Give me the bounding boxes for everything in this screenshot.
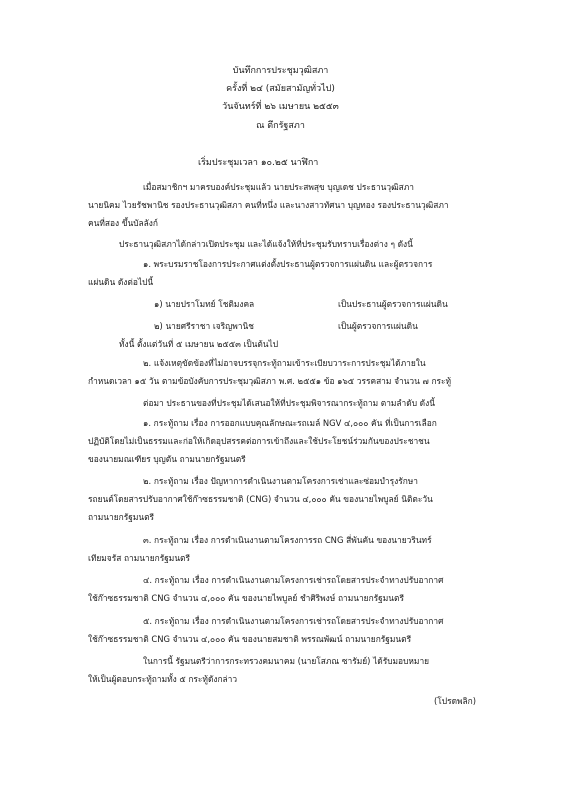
question-5-line-2: ใช้ก๊าซธรรมชาติ CNG จำนวน ๔,๐๐๐ คัน ของนายสมชาติ พรรณพัฒน์ ถามนายกรัฐมนตรี [88,634,412,644]
item2-line-2: กำหนดเวลา ๑๕ วัน ตามข้อบังคับการประชุมวุฒิสภา พ.ศ. ๒๕๕๑ ข้อ ๑๖๕ วรรคสาม จำนวน ๗ กระทู้ [88,376,452,386]
agenda-intro: ต่อมา ประธานของที่ประชุมได้เสนอให้ที่ประชุมพิจารณากระทู้ถาม ตามลำดับ ดังนี้ [143,398,435,408]
question-4-line-1: ๔. กระทู้ถาม เรื่อง การดำเนินงานตามโครงการเช่ารถโดยสารประจำทางปรับอากาศ [143,575,444,585]
question-2-line-2: รถยนต์โดยสารปรับอากาศใช้ก๊าซธรรมชาติ (CNG) จำนวน ๔,๐๐๐ คัน ของนายไพบูลย์ นิติตะวัน [88,494,433,504]
document-title: บันทึกการประชุมวุฒิสภา [232,66,329,76]
question-2-line-1: ๒. กระทู้ถาม เรื่อง ปัญหาการดำเนินงานตามโครงการเช่าและซ่อมบำรุงรักษา [143,476,418,486]
item1-line-2: แผ่นดิน ดังต่อไปนี้ [88,277,154,287]
opening-line-3: คนที่สอง ขึ้นบัลลังก์ [88,218,158,228]
meeting-date: วันจันทร์ที่ ๒๖ เมษายน ๒๕๕๓ [222,102,339,112]
meeting-venue: ณ ตึกรัฐสภา [256,121,305,131]
closing-line-2: ให้เป็นผู้ตอบกระทู้ถามทั้ง ๕ กระทู้ดังกล่าว [88,674,238,684]
appointee-1-name: ๑) นายปราโมทย์ โชติมงคล [154,299,255,309]
question-3-line-1: ๓. กระทู้ถาม เรื่อง การดำเนินงานตามโครงการรถ CNG สี่พันคัน ของนายวรินทร์ [143,535,432,545]
closing-line-1: ในการนี้ รัฐมนตรีว่าการกระทรวงคมนาคม (นายโสภณ ซารัมย์) ได้รับมอบหมาย [143,656,430,666]
question-2-line-3: ถามนายกรัฐมนตรี [88,512,155,522]
appointee-2-role: เป็นผู้ตรวจการแผ่นดิน [338,321,418,331]
start-time: เริ่มประชุมเวลา ๑๐.๒๕ นาฬิกา [198,158,319,168]
opening-line-1: เมื่อสมาชิกฯ มาครบองค์ประชุมแล้ว นายประสพสุข บุญเดช ประธานวุฒิสภา [143,182,414,192]
question-4-line-2: ใช้ก๊าซธรรมชาติ CNG จำนวน ๔,๐๐๐ คัน ของนายไพบูลย์ ชำศิริพงษ์ ถามนายกรัฐมนตรี [88,593,404,603]
item2-line-1: ๒. แจ้งเหตุขัดข้องที่ไม่อาจบรรจุกระทู้ถามเข้าระเบียบวาระการประชุมได้ภายใน [143,358,426,368]
question-3-line-2: เทียมจรัส ถามนายกรัฐมนตรี [88,553,190,563]
appointee-2-name: ๒) นายศรีราชา เจริญพานิช [154,321,254,331]
question-5-line-1: ๕. กระทู้ถาม เรื่อง การดำเนินงานตามโครงการเช่ารถโดยสารประจำทางปรับอากาศ [143,616,444,626]
effective-date-line: ทั้งนี้ ตั้งแต่วันที่ ๕ เมษายน ๒๕๕๓ เป็นต้นไป [119,339,279,349]
item1-line-1: ๑. พระบรมราชโองการประกาศแต่งตั้งประธานผู้ตรวจการแผ่นดิน และผู้ตรวจการ [143,259,433,269]
appointee-1-role: เป็นประธานผู้ตรวจการแผ่นดิน [338,299,448,309]
question-1-line-2: ปฏิบัติโดยไม่เป็นธรรมและก่อให้เกิดอุปสรรคต่อการเข้าถึงและใช้ประโยชน์ร่วมกันของประชาชน [88,436,430,446]
intro-line: ประธานวุฒิสภาได้กล่าวเปิดประชุม และได้แจ้งให้ที่ประชุมรับทราบเรื่องต่าง ๆ ดังนี้ [119,239,413,249]
please-turn-over: (โปรดพลิก) [433,696,476,706]
opening-line-2: นายนิคม ไวยรัชพานิช รองประธานวุฒิสภา คนที่หนึ่ง และนางสาวทัศนา บุญทอง รองประธานวุฒิสภา [88,200,449,210]
question-1-line-3: ของนายมณเฑียร บุญตัน ถามนายกรัฐมนตรี [88,454,246,464]
question-1-line-1: ๑. กระทู้ถาม เรื่อง การออกแบบคุณลักษณะรถเมล์ NGV ๔,๐๐๐ คัน ที่เป็นการเลือก [143,418,437,428]
session-number: ครั้งที่ ๒๔ (สมัยสามัญทั่วไป) [226,84,335,94]
